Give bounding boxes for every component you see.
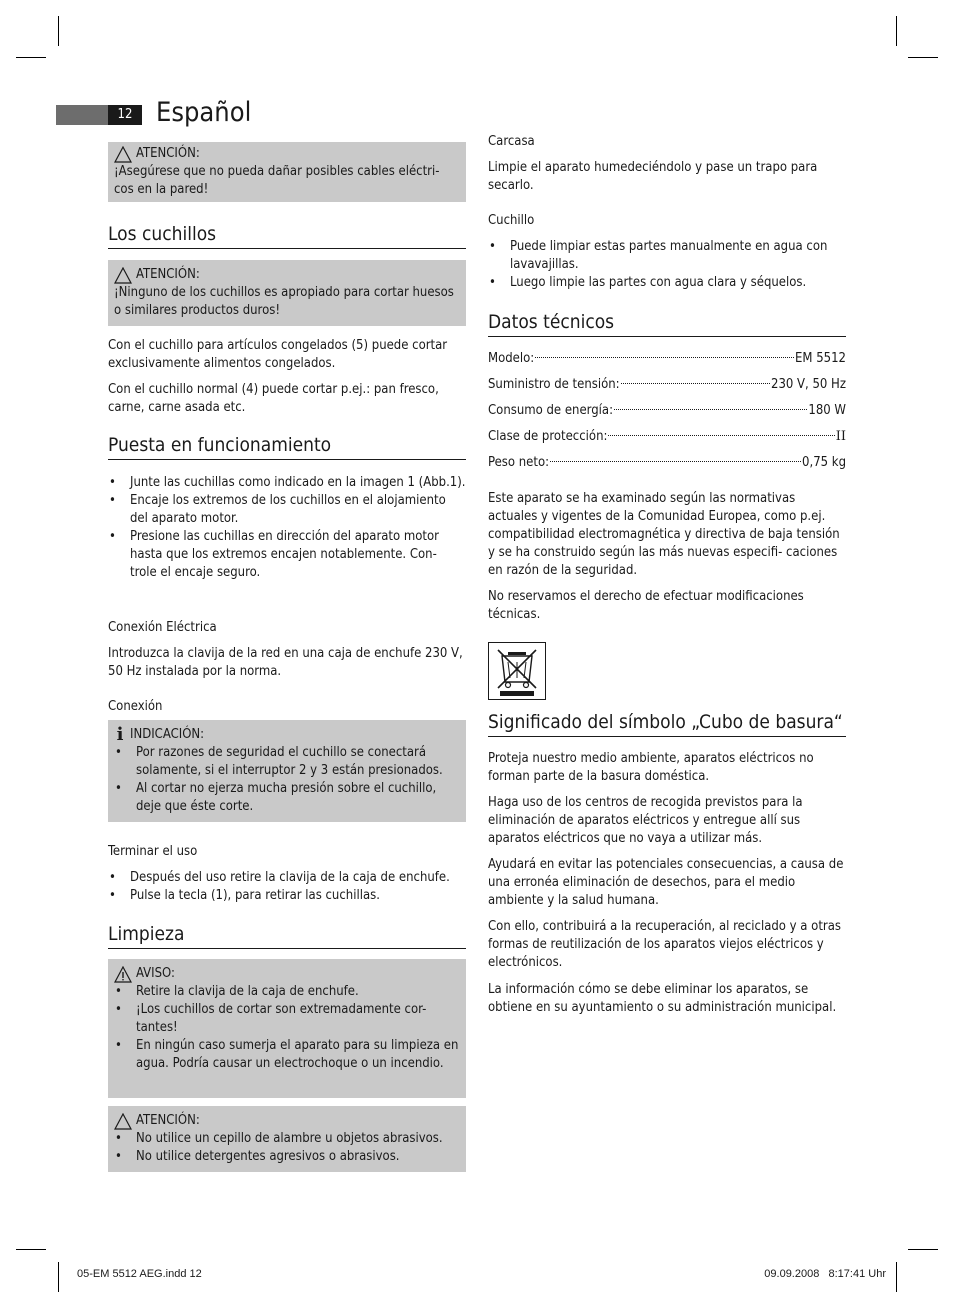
spec-table [488, 350, 846, 480]
crop-mark [58, 16, 59, 46]
attention-list [114, 1130, 460, 1166]
list-item: • Junte las cuchillas como indicado en la imagen 1 (Abb.1). [108, 474, 466, 492]
list-item: • ¡Los cuchillos de cortar son extremadamente cor- tantes! [114, 1001, 460, 1037]
attention-text: ¡Ninguno de los cuchillos es apropiado para cortar huesos o similares productos duros! [114, 285, 454, 318]
finish-list [108, 869, 466, 905]
paragraph: Introduzca la clavija de la red en una caja de enchufe 230 V, 50 Hz instalada por la norma. [108, 646, 463, 679]
attention-box [108, 260, 466, 326]
paragraph: Con el cuchillo para artículos congelados (5) puede cortar exclusivamente alimentos congelados. [108, 338, 448, 371]
list-item: • No utilice un cepillo de alambre u objetos abrasivos. [114, 1130, 460, 1148]
list-item: • Puede limpiar estas partes manualmente en agua con lavavajillas. [488, 238, 846, 274]
spec-label: Clase de protección: [488, 429, 608, 444]
crop-mark [908, 1249, 938, 1250]
spec-row [488, 376, 846, 402]
attention-label: ATENCIÓN: [136, 146, 200, 161]
warning-box [108, 959, 466, 1098]
spec-value: 0,75 kg [802, 455, 846, 470]
list-item: • Luego limpie las partes con agua clara y séquelos. [488, 274, 846, 292]
list-item: • Después del uso retire la clavija de la caja de enchufe. [108, 869, 466, 887]
paragraph: La información cómo se debe eliminar los aparatos, se obtiene en su ayuntamiento o su administración municipal. [488, 982, 837, 1015]
spec-row [488, 402, 846, 428]
list-item: • En ningún caso sumerja el aparato para su limpieza en agua. Podría causar un electrochoque o un incendio. [114, 1037, 460, 1073]
paragraph: Con ello, contribuirá a la recuperación, al reciclado y a otras formas de reutilización de los aparatos viejos eléctricos y electrónicos. [488, 919, 841, 970]
info-icon: i [116, 724, 124, 745]
attention-label: ATENCIÓN: [136, 1113, 200, 1128]
crop-mark [16, 57, 46, 58]
page-number: 12 [108, 105, 142, 125]
spec-value: II [835, 429, 846, 444]
warning-triangle-icon [114, 267, 132, 284]
paragraph: Haga uso de los centros de recogida previstos para la eliminación de aparatos eléctricos y entregue allí sus aparatos eléctricos que no vaya a utilizar más. [488, 795, 803, 846]
spec-row [488, 428, 846, 454]
spec-row [488, 454, 846, 480]
crop-mark [896, 1262, 897, 1292]
warning-label: AVISO: [136, 966, 175, 981]
paragraph: Proteja nuestro medio ambiente, aparatos eléctricos no forman parte de la basura doméstica. [488, 751, 814, 784]
startup-list [108, 474, 466, 582]
attention-box [108, 1106, 466, 1172]
warning-triangle-icon [114, 146, 132, 163]
spec-label: Suministro de tensión: [488, 377, 620, 392]
indication-label: INDICACIÓN: [130, 727, 205, 742]
crop-mark [908, 57, 938, 58]
spec-row [488, 350, 846, 376]
footer-timestamp: 09.09.2008 8:17:41 Uhr [764, 1268, 886, 1280]
spec-label: Consumo de energía: [488, 403, 614, 418]
crop-mark [58, 1262, 59, 1292]
spec-label: Modelo: [488, 351, 535, 366]
paragraph: No reservamos el derecho de efectuar modificaciones técnicas. [488, 589, 804, 622]
crossed-bin-icon [488, 642, 546, 700]
crop-mark [896, 16, 897, 46]
subheading: Cuchillo [488, 213, 535, 228]
subheading: Conexión Eléctrica [108, 620, 217, 635]
indication-list [114, 744, 460, 816]
warning-triangle-icon [114, 966, 132, 983]
paragraph: Ayudará en evitar las potenciales consecuencias, a causa de una erronéa eliminación de desechos, para el medio ambiente y la salud humana. [488, 857, 844, 908]
footer-file-info: 05-EM 5512 AEG.indd 12 [77, 1268, 202, 1280]
list-item: • Presione las cuchillas en dirección del aparato motor hasta que los extremos encajen notablemente. Con- trole el encaje seguro. [108, 528, 466, 582]
knife-list [488, 238, 846, 292]
paragraph: Limpie el aparato humedeciéndolo y pase un trapo para secarlo. [488, 160, 818, 193]
list-item: • Por razones de seguridad el cuchillo se conectará solamente, si el interruptor 2 y 3 están presionados. [114, 744, 460, 780]
paragraph: Este aparato se ha examinado según las normativas actuales y vigentes de la Comunidad Europea, como p.ej. compatibilidad electromagnética y directiva de baja tensión y se ha construido según las más nuevas especifi- caciones en razón de la seguridad. [488, 491, 840, 578]
section-heading-tech: Datos técnicos [488, 311, 846, 337]
list-item: • Retire la clavija de la caja de enchufe. [114, 983, 460, 1001]
subheading: Carcasa [488, 134, 535, 149]
attention-text: ¡Asegúrese que no pueda dañar posibles cables eléctri- cos en la pared! [114, 164, 440, 197]
subheading: Terminar el uso [108, 844, 198, 859]
spec-value: 230 V, 50 Hz [771, 377, 846, 392]
warning-triangle-icon [114, 1113, 132, 1130]
attention-label: ATENCIÓN: [136, 267, 200, 282]
list-item: • Al cortar no ejerza mucha presión sobre el cuchillo, deje que éste corte. [114, 780, 460, 816]
list-item: • Pulse la tecla (1), para retirar las cuchillas. [108, 887, 466, 905]
subheading: Conexión [108, 699, 163, 714]
list-item: • No utilice detergentes agresivos o abrasivos. [114, 1148, 460, 1166]
spec-label: Peso neto: [488, 455, 550, 470]
attention-box [108, 142, 466, 202]
section-heading-knives: Los cuchillos [108, 223, 466, 249]
spec-value: 180 W [808, 403, 846, 418]
list-item: • Encaje los extremos de los cuchillos en el alojamiento del aparato motor. [108, 492, 466, 528]
section-heading-cleaning: Limpieza [108, 923, 466, 949]
warning-list [114, 983, 460, 1073]
page-title: Español [156, 97, 252, 128]
paragraph: Con el cuchillo normal (4) puede cortar p.ej.: pan fresco, carne, carne asada etc. [108, 382, 439, 415]
indication-box [108, 720, 466, 822]
section-heading-bin: Significado del símbolo „Cubo de basura“ [488, 711, 846, 737]
crop-mark [16, 1249, 46, 1250]
spec-value: EM 5512 [795, 351, 846, 366]
section-heading-startup: Puesta en funcionamiento [108, 434, 466, 460]
